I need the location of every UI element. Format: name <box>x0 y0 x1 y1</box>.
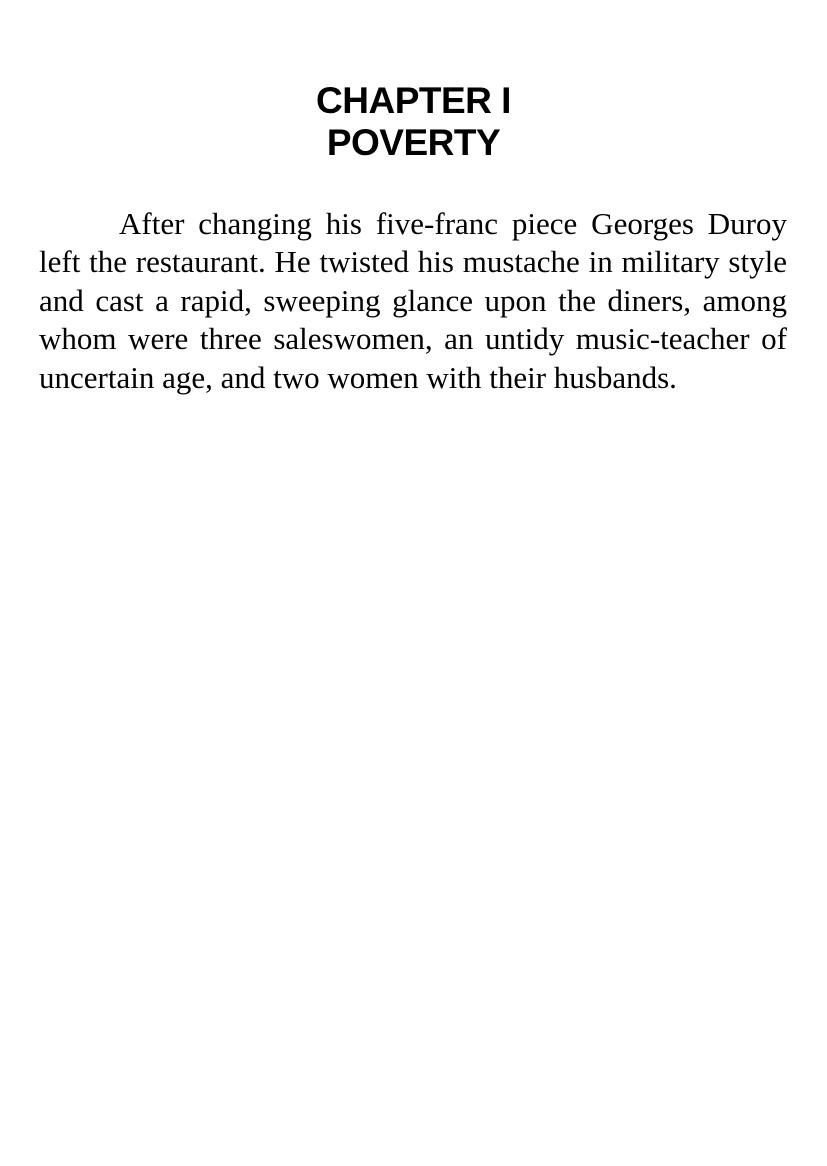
chapter-number: CHAPTER I <box>316 80 511 121</box>
body-paragraph: After changing his five-franc piece Georges Duroy left the restaurant. He twisted his mustache in military style and cast a rapid, sweeping glance upon the diners, among whom were three saleswomen, an untidy music-teacher of uncertain age, and two women with their husbands. <box>39 206 787 395</box>
chapter-title: POVERTY <box>326 122 501 163</box>
chapter-heading <box>0 80 827 164</box>
